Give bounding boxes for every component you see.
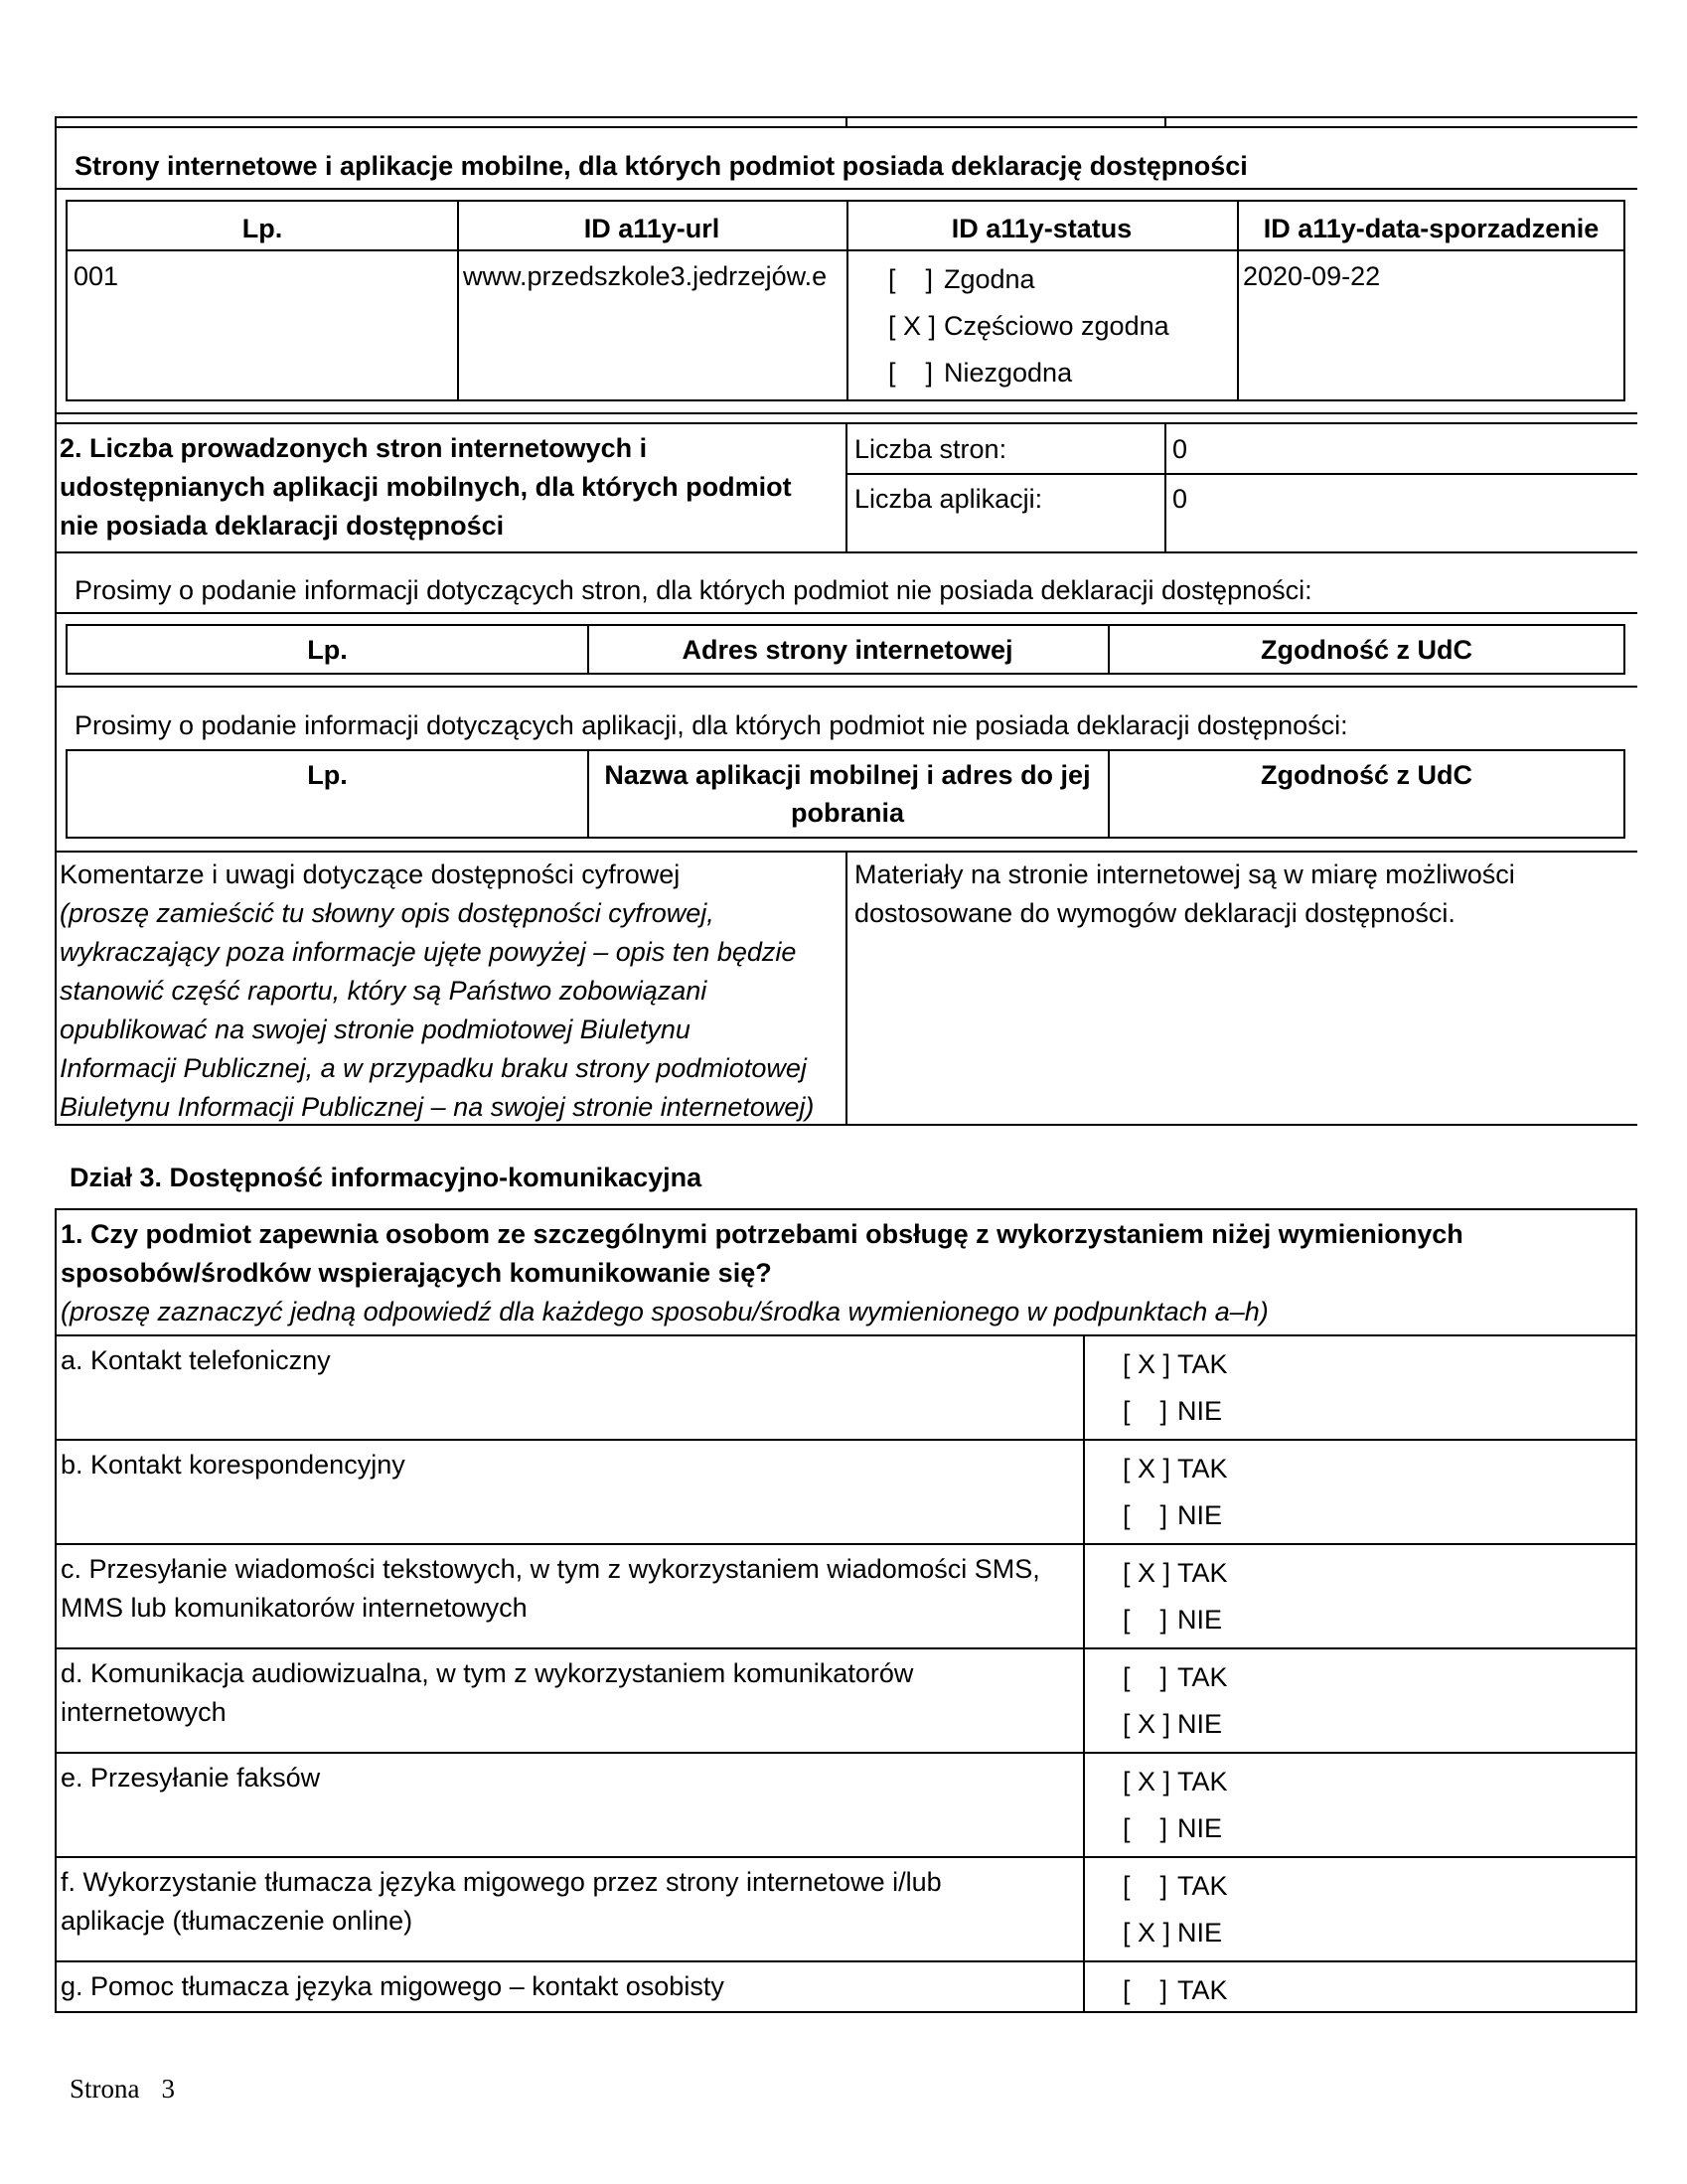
col-header-lp: Lp. [241,214,283,243]
undeclared-pages-table [66,624,1625,675]
section2-question-line-3: nie posiada deklaracji dostępności [60,511,505,541]
col-header-status: ID a11y-status [951,214,1133,243]
item-f-tak-mark[interactable]: [ ] [1123,1871,1168,1901]
item-f-label-line-1: f. Wykorzystanie tłumacza języka migowego przez strony internetowe i/lub [61,1867,942,1897]
declared-sites-table [66,200,1625,401]
top-border-inner [55,126,1637,128]
item-a-tak-mark[interactable]: [ X ] [1123,1349,1171,1379]
status-czesciowo-mark[interactable]: [ X ] [888,311,937,341]
status-zgodna-label: Zgodna [944,264,1035,294]
item-e-nie-mark[interactable]: [ ] [1123,1813,1168,1843]
item-f-nie-label: NIE [1177,1918,1223,1948]
item-g-tak-mark[interactable]: [ ] [1123,1975,1168,2005]
section1-heading-divider [55,188,1637,190]
item-c-nie-mark[interactable]: [ ] [1123,1605,1168,1635]
apps-count-value[interactable]: 0 [1172,484,1188,514]
row-lp: 001 [74,261,119,291]
section2-question-line-2: udostępnianych aplikacji mobilnych, dla których podmiot [60,472,792,502]
item-a-label: a. Kontakt telefoniczny [61,1345,331,1375]
status-niezgodna-mark[interactable]: [ ] [888,358,934,388]
col-header-date: ID a11y-data-sporzadzenie [1263,214,1600,243]
item-d-nie-label: NIE [1177,1709,1223,1739]
comments-instruction-4: opublikować na swojej stronie podmiotowej Biuletynu [60,1014,690,1044]
comments-instruction-6: Biuletynu Informacji Publicznej – na swojej stronie internetowej) [60,1092,815,1122]
row-date: 2020-09-22 [1243,261,1381,291]
item-e-tak-mark[interactable]: [ X ] [1123,1767,1171,1796]
undeclared-apps-table [66,749,1625,839]
comments-instruction-1: (proszę zamieścić tu słowny opis dostępności cyfrowej, [60,898,714,928]
pages-count-value[interactable]: 0 [1172,434,1188,464]
left-border [55,116,57,1124]
item-c-tak-mark[interactable]: [ X ] [1123,1558,1171,1588]
col-header-url: ID a11y-url [583,214,720,243]
pages-prompt-top-border [55,551,1637,553]
comments-answer-1[interactable]: Materiały na stronie internetowej są w miarę możliwości [854,859,1515,889]
page-number: 3 [161,2074,175,2104]
answer-column-divider [1083,1334,1085,2011]
item-e-label: e. Przesyłanie faksów [61,1763,321,1793]
status-czesciowo-label: Częściowo zgodna [944,311,1169,341]
apps-col-name-line-1: Nazwa aplikacji mobilnej i adres do jej [604,760,1091,790]
apps-count-label: Liczba aplikacji: [854,484,1043,514]
row-url: www.przedszkole3.jedrzejów.e [463,261,828,291]
status-zgodna-mark[interactable]: [ ] [888,264,934,294]
apps-col-compliance: Zgodność z UdC [1261,760,1472,790]
section3-instruction: (proszę zaznaczyć jedną odpowiedź dla każdego sposobu/środka wymienionego w podpunktach a–h) [61,1297,1269,1326]
item-c-label-line-2: MMS lub komunikatorów internetowych [61,1593,528,1623]
comments-answer-2[interactable]: dostosowane do wymogów deklaracji dostępności. [854,898,1456,928]
section1-heading: Strony internetowe i aplikacje mobilne, dla których podmiot posiada deklarację dostępności [75,151,1248,181]
pages-prompt-bottom-border [55,612,1637,614]
item-b-nie-label: NIE [1177,1500,1223,1530]
pages-count-label: Liczba stron: [854,434,1007,464]
item-d-tak-mark[interactable]: [ ] [1123,1662,1168,1692]
comments-instruction-2: wykraczający poza informacje ujęte powyżej – opis ten będzie [60,937,797,967]
item-b-tak-mark[interactable]: [ X ] [1123,1454,1171,1483]
item-d-label-line-1: d. Komunikacja audiowizualna, w tym z wykorzystaniem komunikatorów [61,1658,914,1688]
footer-label: Strona [70,2074,140,2104]
item-c-tak-label: TAK [1177,1558,1228,1588]
section3-title: Dział 3. Dostępność informacyjno-komunikacyjna [70,1163,702,1192]
top-divider-1 [845,116,847,126]
item-g-label: g. Pomoc tłumacza języka migowego – kontakt osobisty [61,1971,724,2001]
item-b-tak-label: TAK [1177,1454,1228,1483]
pages-col-address: Adres strony internetowej [682,635,1013,665]
pages-col-lp: Lp. [307,635,348,665]
apps-prompt: Prosimy o podanie informacji dotyczących aplikacji, dla których podmiot nie posiada deklaracji dostępności: [75,710,1348,740]
comments-label: Komentarze i uwagi dotyczące dostępności cyfrowej [60,859,681,889]
item-e-nie-label: NIE [1177,1813,1223,1843]
item-b-nie-mark[interactable]: [ ] [1123,1500,1168,1530]
section2-question-line-1: 2. Liczba prowadzonych stron internetowych i [60,433,648,463]
apps-col-name-line-2: pobrania [790,798,904,828]
item-e-tak-label: TAK [1177,1767,1228,1796]
comments-bottom-border [55,1124,1637,1126]
page-footer [70,2074,175,2105]
section2-divider-1 [845,422,847,551]
top-divider-2 [1164,116,1166,126]
item-b-label: b. Kontakt korespondencyjny [61,1450,405,1480]
comments-instruction-5: Informacji Publicznej, a w przypadku braku strony podmiotowej [60,1053,807,1083]
apps-prompt-top-border [55,686,1637,688]
section2-count-row-divider [845,473,1637,475]
comments-instruction-3: stanowić część raportu, który są Państwo zobowiązani [60,976,707,1006]
communication-table [55,1208,1637,2013]
item-c-label-line-1: c. Przesyłanie wiadomości tekstowych, w tym z wykorzystaniem wiadomości SMS, [61,1554,1040,1584]
item-g-tak-label: TAK [1177,1975,1228,2005]
section3-question-line-2: sposobów/środków wspierających komunikowanie się? [61,1258,772,1288]
item-a-nie-mark[interactable]: [ ] [1123,1396,1168,1426]
comments-divider [845,851,847,1124]
status-niezgodna-label: Niezgodna [944,358,1073,388]
item-d-tak-label: TAK [1177,1662,1228,1692]
pages-prompt: Prosimy o podanie informacji dotyczących stron, dla których podmiot nie posiada deklaracji dostępności: [75,575,1312,605]
item-d-nie-mark[interactable]: [ X ] [1123,1709,1171,1739]
item-a-nie-label: NIE [1177,1396,1223,1426]
item-d-label-line-2: internetowych [61,1697,227,1727]
apps-col-lp: Lp. [307,760,348,790]
pages-col-compliance: Zgodność z UdC [1261,635,1472,665]
section2-top-border [55,412,1637,414]
item-f-tak-label: TAK [1177,1871,1228,1901]
item-f-label-line-2: aplikacje (tłumaczenie online) [61,1906,413,1936]
section2-divider-2 [1164,422,1166,551]
item-c-nie-label: NIE [1177,1605,1223,1635]
section3-question-line-1: 1. Czy podmiot zapewnia osobom ze szczególnymi potrzebami obsługę z wykorzystaniem niżej wymienionych [61,1219,1463,1249]
item-a-tak-label: TAK [1177,1349,1228,1379]
item-f-nie-mark[interactable]: [ X ] [1123,1918,1171,1948]
